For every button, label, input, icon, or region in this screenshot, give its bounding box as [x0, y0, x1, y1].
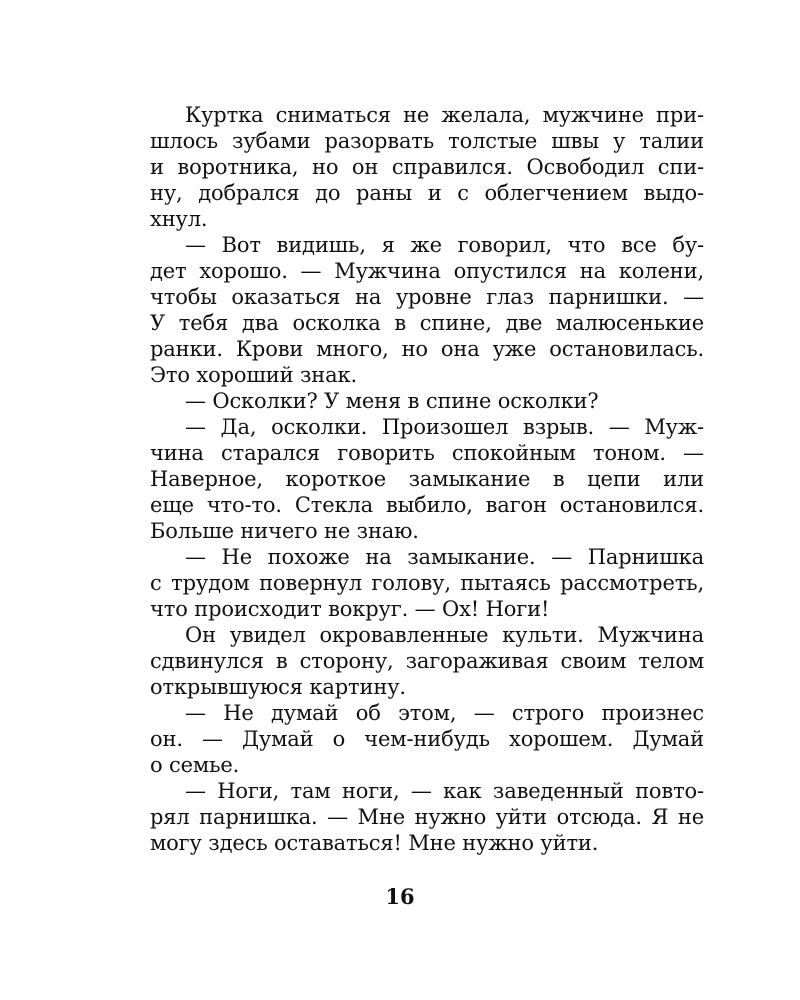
text-line: чина старался говорить спокойным тоном. — — [150, 441, 704, 465]
body-text — [150, 102, 704, 856]
text-line: Это хороший знак. — [150, 363, 357, 387]
text-line: сдвинулся в сторону, загораживая своим телом — [150, 649, 704, 673]
text-line: дет хорошо. — Мужчина опустился на колени, — [150, 259, 704, 283]
text-line: открывшуюся картину. — [150, 675, 406, 699]
text-line: чтобы оказаться на уровне глаз парнишки. — — [150, 285, 704, 309]
text-line: — Ноги, там ноги, — как заведенный повто- — [185, 779, 704, 803]
text-line: Больше ничего не знаю. — [150, 519, 419, 543]
text-line: о семье. — [150, 753, 240, 777]
text-line: У тебя два осколка в спине, две малюсенькие — [150, 311, 704, 335]
text-line: Куртка сниматься не желала, мужчине при- — [185, 103, 704, 127]
text-line: еще что-то. Стекла выбило, вагон остановился. — [150, 493, 704, 517]
text-line: — Да, осколки. Произошел взрыв. — Муж- — [185, 415, 704, 439]
text-line: хнул. — [150, 207, 208, 231]
text-line: Наверное, короткое замыкание в цепи или — [150, 467, 704, 491]
text-line: он. — Думай о чем-нибудь хорошем. Думай — [150, 727, 704, 751]
text-line: и воротника, но он справился. Освободил спи- — [150, 155, 704, 179]
text-line: шлось зубами разорвать толстые швы у талии — [150, 129, 704, 153]
text-line: — Вот видишь, я же говорил, что все бу- — [185, 233, 704, 257]
text-line: ну, добрался до раны и с облегчением выдо- — [150, 181, 704, 205]
text-line: что происходит вокруг. — Ох! Ноги! — [150, 597, 550, 621]
text-line: ранки. Крови много, но она уже остановилась. — [150, 337, 704, 361]
text-line: — Осколки? У меня в спине осколки? — [185, 389, 599, 413]
text-line: рял парнишка. — Мне нужно уйти отсюда. Я не — [150, 805, 704, 829]
text-line: — Не думай об этом, — строго произнес — [185, 701, 704, 725]
text-line: Он увидел окровавленные культи. Мужчина — [185, 623, 704, 647]
text-line: — Не похоже на замыкание. — Парнишка — [185, 545, 704, 569]
text-line: с трудом повернул голову, пытаясь рассмотреть, — [150, 571, 704, 595]
text-line: могу здесь оставаться! Мне нужно уйти. — [150, 831, 599, 855]
page-number: 16 — [385, 884, 415, 909]
